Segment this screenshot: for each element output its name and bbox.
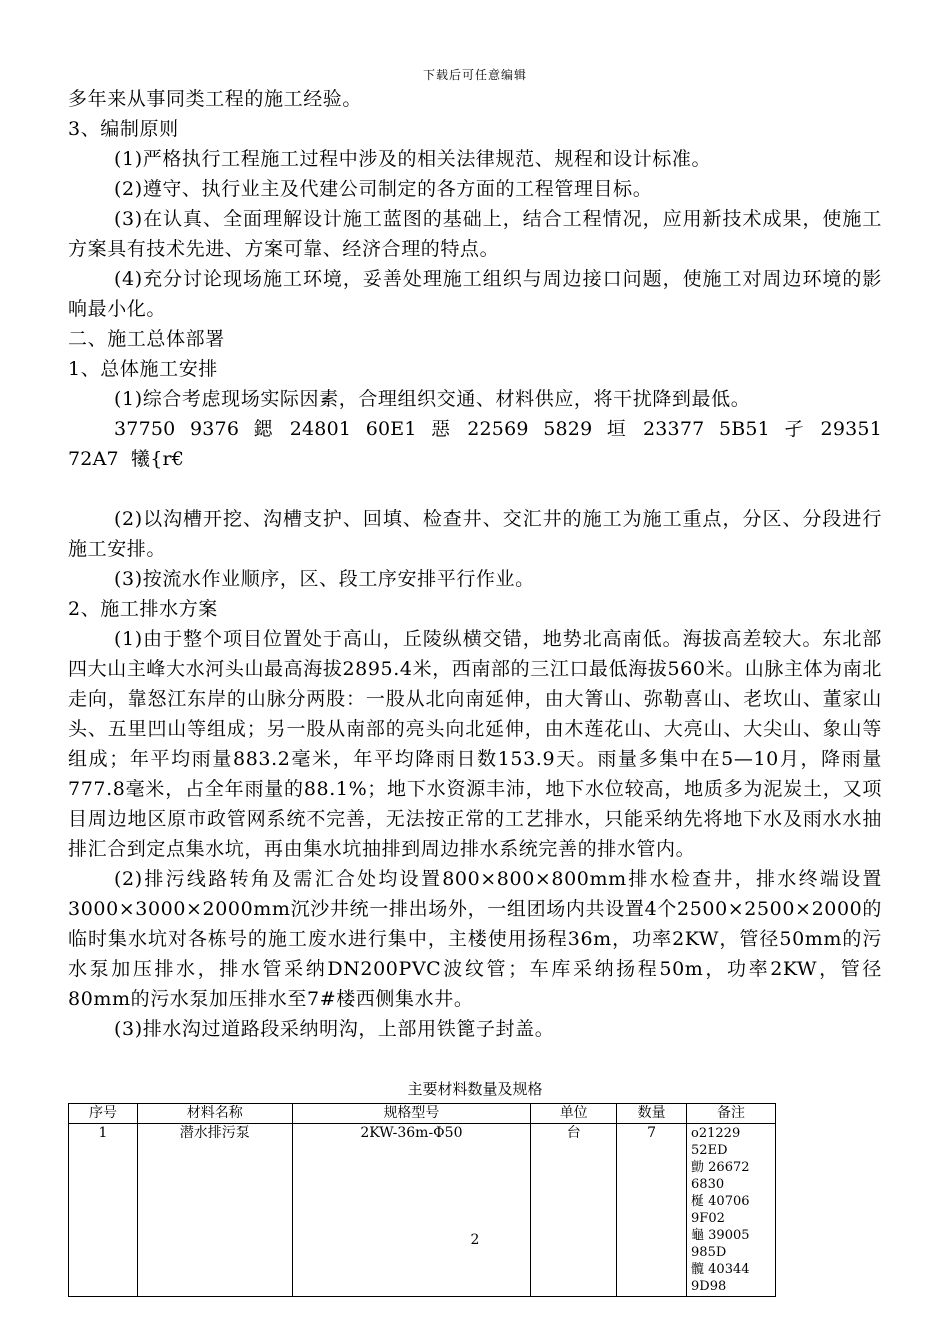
header-cell: 单位 [531, 1104, 617, 1124]
table-cell: 潜水排污泵 [137, 1124, 292, 1297]
paragraph: 3、编制原则 [68, 118, 179, 140]
page-header: 下载后可任意编辑 [422, 68, 527, 82]
paragraph: 2、施工排水方案 [68, 598, 218, 620]
table-cell: 1 [69, 1124, 138, 1297]
paragraph: 37750 9376 鍶 24801 60E1 惡 22569 5829 垣 23377 5B51 孑 29351 72A7 犧{r€ [68, 418, 882, 470]
table-title: 主要材料数量及规格 [407, 1080, 543, 1098]
paragraph: 二、施工总体部署 [68, 328, 225, 350]
blank-line [68, 474, 882, 504]
paragraph: (3)在认真、全面理解设计施工蓝图的基础上，结合工程情况，应用新技术成果，使施工方案具有技术先进、方案可靠、经济合理的特点。 [68, 208, 882, 260]
paragraph: (4)充分讨论现场施工环境，妥善处理施工组织与周边接口问题，使施工对周边环境的影响最小化。 [68, 268, 882, 320]
table-header-row [69, 1104, 776, 1124]
paragraph: (2)以沟槽开挖、沟槽支护、回填、检查井、交汇井的施工为施工重点，分区、分段进行施工安排。 [68, 508, 882, 560]
paragraph: (1)严格执行工程施工过程中涉及的相关法律规范、规程和设计标准。 [114, 148, 712, 170]
table-cell: 7 [617, 1124, 687, 1297]
table-cell-remark: o21229 52ED 勯 26672 6830 梴 40706 9F02 龜 39005 985D 髖 40344 9D98 [687, 1124, 776, 1297]
paragraph: (1)由于整个项目位置处于高山，丘陵纵横交错，地势北高南低。海拔高差较大。东北部四大山主峰大水河头山最高海拔2895.4米，西南部的三江口最低海拔560米。山脉主体为南北走向，靠怒江东岸的山脉分两股：一股从北向南延伸，由大箐山、弥勒喜山、老坎山、董家山头、五里凹山等组成；另一股从南部的亮头向北延伸，由木莲花山、大亮山、大尖山、象山等组成；年平均雨量883.2毫米，年平均降雨日数153.9天。雨量多集中在5—10月，降雨量777.8毫米，占全年雨量的88.1%；地下水资源丰沛，地下水位较高，地质多为泥炭土，又项目周边地区原市政管网系统不完善，无法按正常的工艺排水，只能采纳先将地下水及雨水水抽排汇合到定点集水坑，再由集水坑抽排到周边排水系统完善的排水管内。 [68, 628, 882, 860]
document-body [68, 84, 882, 1044]
table-cell: 2KW-36m-Φ50 [292, 1124, 531, 1297]
paragraph: (2)遵守、执行业主及代建公司制定的各方面的工程管理目标。 [114, 178, 653, 200]
table-row [69, 1124, 776, 1297]
paragraph: 多年来从事同类工程的施工经验。 [68, 88, 363, 110]
paragraph: (3)排水沟过道路段采纳明沟，上部用铁篦子封盖。 [114, 1018, 555, 1040]
header-cell: 备注 [687, 1104, 776, 1124]
table-cell: 台 [531, 1124, 617, 1297]
header-cell: 材料名称 [137, 1104, 292, 1124]
paragraph: (1)综合考虑现场实际因素，合理组织交通、材料供应，将干扰降到最低。 [114, 388, 751, 410]
header-cell: 规格型号 [292, 1104, 531, 1124]
header-cell: 序号 [69, 1104, 138, 1124]
page-number: 2 [470, 1232, 480, 1248]
paragraph: 1、总体施工安排 [68, 358, 218, 380]
header-cell: 数量 [617, 1104, 687, 1124]
paragraph: (3)按流水作业顺序，区、段工序安排平行作业。 [114, 568, 535, 590]
paragraph: (2)排污线路转角及需汇合处均设置800×800×800mm排水检查井，排水终端设置3000×3000×2000mm沉沙井统一排出场外，一组团场内共设置4个2500×2500×2000的临时集水坑对各栋号的施工废水进行集中，主楼使用扬程36m，功率2KW，管径50mm的污水泵加压排水，排水管采纳DN200PVC波纹管；车库采纳扬程50m，功率2KW，管径80mm的污水泵加压排水至7#楼西侧集水井。 [68, 868, 882, 1010]
materials-table [68, 1103, 776, 1297]
